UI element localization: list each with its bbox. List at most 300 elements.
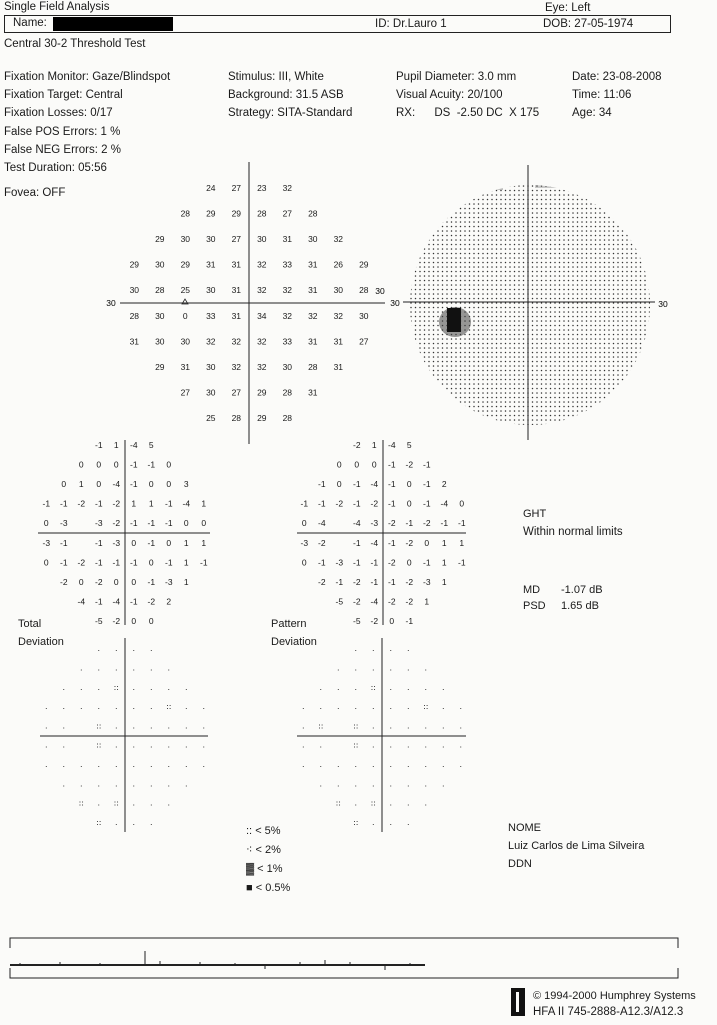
total-value-r4-c6: -1 (147, 518, 156, 529)
total-value-r6-c8: 1 (183, 557, 189, 568)
pattern-symbol-r7-c3: . (372, 779, 375, 789)
total-symbol-r4-c9: . (202, 721, 206, 731)
pattern-value-r6-c7: -1 (423, 557, 431, 568)
total-symbol-r2-c1: . (80, 682, 83, 692)
pattern-value-r2-c4: -1 (388, 479, 396, 489)
name-label: Name: (13, 17, 47, 29)
total-value-r4-c7: -1 (165, 518, 173, 529)
threshold-value-r6-c5: 32 (257, 336, 267, 347)
pattern-value-r4-c9: -1 (458, 518, 466, 529)
pattern-symbol-r6-c5: . (389, 760, 393, 769)
total-value-r5-c8: 1 (183, 537, 189, 548)
threshold-value-r3-c8: 26 (333, 259, 344, 270)
total-value-r3-c7: -1 (165, 498, 173, 509)
total-value-r0-c1: 1 (113, 439, 119, 450)
total-symbol-r2-c3: :: (113, 682, 119, 692)
date-of-birth: DOB: 27-05-1974 (543, 18, 634, 30)
total-value-r1-c1: 0 (96, 459, 102, 470)
total-value-r2-c0: 0 (61, 479, 67, 489)
total-value-r6-c9: -1 (200, 557, 208, 568)
pattern-value-r3-c7: -1 (423, 498, 431, 509)
total-value-r1-c5: 0 (166, 459, 172, 470)
total-symbol-r4-c3: :: (96, 721, 102, 731)
pattern-symbol-r8-c0: :: (335, 798, 341, 808)
pattern-value-r4-c5: -2 (388, 518, 396, 529)
total-symbol-r6-c2: . (80, 760, 83, 769)
model-version: HFA II 745-2888-A12.3/A12.3 (533, 1006, 684, 1018)
total-value-r5-c0: -3 (42, 537, 51, 548)
total-value-r6-c2: -2 (77, 557, 86, 568)
pattern-symbol-r6-c4: . (372, 760, 375, 769)
total-value-r9-c0: -5 (95, 616, 103, 627)
total-symbol-r5-c3: :: (96, 740, 102, 750)
pattern-value-r3-c5: -1 (388, 498, 396, 509)
total-symbol-r4-c8: . (185, 721, 188, 731)
report-title: Single Field Analysis (4, 1, 110, 13)
pattern-symbol-r4-c7: . (424, 721, 428, 731)
total-value-r4-c1: -3 (60, 518, 68, 529)
pattern-value-r4-c7: -2 (423, 518, 431, 529)
total-symbol-r2-c0: . (62, 682, 66, 692)
threshold-value-r1-c3: 28 (257, 208, 267, 219)
pattern-symbol-r5-c4: . (372, 740, 375, 750)
pattern-symbol-r3-c3: . (354, 702, 358, 711)
pattern-symbol-r2-c3: :: (370, 682, 376, 692)
ght-value: Within normal limits (523, 526, 623, 538)
probability-legend (246, 822, 290, 898)
pattern-symbol-r8-c3: . (389, 798, 393, 808)
total-symbol-r6-c1: . (62, 760, 66, 769)
total-value-r3-c5: 1 (131, 498, 137, 509)
legend-05pct-symbol: ■ (246, 882, 253, 894)
pattern-deviation-label-1: Pattern (271, 618, 307, 630)
pattern-value-r1-c5: -1 (423, 459, 431, 470)
total-value-r6-c5: -1 (130, 557, 138, 568)
total-symbol-r0-c2: . (132, 644, 136, 654)
threshold-value-r2-c7: 32 (333, 234, 344, 244)
pattern-symbol-r4-c3: :: (353, 721, 359, 731)
total-symbol-r0-c0: . (97, 644, 101, 654)
pattern-value-r6-c5: -2 (388, 557, 396, 568)
threshold-value-r7-c1: 31 (180, 362, 191, 372)
eye-label: Eye: Left (545, 2, 591, 14)
md-value: -1.07 dB (561, 584, 603, 596)
total-value-r3-c1: -1 (60, 498, 68, 509)
pattern-symbol-r1-c1: . (354, 663, 358, 673)
pattern-symbol-r5-c3: :: (353, 740, 359, 750)
pattern-values-axes (297, 440, 466, 625)
pattern-value-r2-c0: -1 (318, 479, 326, 489)
pattern-value-r7-c7: 1 (441, 577, 447, 587)
threshold-value-r3-c7: 31 (308, 259, 318, 270)
total-symbol-r8-c4: . (150, 798, 153, 808)
total-value-r7-c2: -2 (95, 577, 103, 587)
total-symbol-r1-c0: . (80, 663, 83, 673)
total-symbol-r8-c5: . (167, 798, 171, 808)
total-deviation-label-1: Total (18, 618, 42, 630)
threshold-value-r5-c5: 34 (257, 310, 267, 321)
total-symbol-r7-c6: . (167, 779, 171, 789)
pattern-value-r9-c2: 0 (389, 616, 395, 627)
pattern-value-r4-c4: -3 (370, 518, 379, 529)
threshold-value-r6-c9: 27 (359, 336, 369, 347)
threshold-value-r9-c1: 28 (231, 413, 242, 424)
test-name: Central 30-2 Threshold Test (4, 38, 146, 50)
pattern-value-r1-c3: -1 (388, 459, 396, 470)
threshold-value-r2-c1: 30 (180, 234, 191, 244)
pattern-symbol-r9-c2: . (389, 817, 393, 827)
threshold-value-r2-c4: 30 (257, 234, 267, 244)
pattern-symbol-r2-c5: . (407, 682, 410, 692)
pattern-value-r3-c0: -1 (300, 498, 309, 509)
threshold-value-r4-c2: 25 (180, 285, 191, 296)
total-symbol-r2-c4: . (132, 682, 136, 692)
threshold-value-r0-c3: 32 (282, 182, 293, 193)
pattern-value-r7-c1: -1 (335, 577, 344, 587)
reliability-strip (10, 938, 678, 978)
threshold-value-r9-c0: 25 (206, 413, 216, 424)
pattern-symbol-r4-c1: :: (318, 721, 324, 731)
pattern-value-r2-c1: 0 (336, 479, 342, 489)
threshold-value-r0-c2: 23 (257, 182, 267, 193)
threshold-value-r7-c7: 31 (333, 362, 344, 372)
total-symbol-r7-c7: . (185, 779, 188, 789)
total-value-r3-c8: -4 (182, 498, 191, 509)
total-symbol-r3-c4: . (115, 702, 118, 711)
threshold-value-r3-c1: 30 (155, 259, 165, 270)
pattern-value-r0-c2: -4 (388, 439, 396, 450)
pattern-value-r9-c0: -5 (353, 616, 361, 627)
pattern-symbol-r4-c9: . (459, 721, 463, 731)
total-value-r5-c6: -1 (147, 537, 156, 548)
pattern-symbol-r7-c5: . (407, 779, 410, 789)
threshold-value-r5-c6: 32 (282, 310, 293, 321)
total-symbol-r5-c6: . (150, 740, 153, 750)
legend-1pct: ▓ < 1% (246, 863, 283, 875)
pattern-value-r3-c4: -2 (370, 498, 379, 509)
pattern-symbol-r2-c0: . (319, 682, 323, 692)
pattern-value-r5-c8: 1 (441, 537, 447, 548)
threshold-value-r3-c2: 29 (180, 259, 191, 270)
threshold-value-r7-c0: 29 (155, 362, 165, 372)
total-value-r6-c0: 0 (43, 557, 49, 568)
threshold-value-r3-c3: 31 (206, 259, 216, 270)
total-symbol-r7-c3: . (115, 779, 118, 789)
total-symbol-r9-c0: :: (96, 817, 102, 827)
fixation-losses: Fixation Losses: 0/17 (4, 107, 113, 120)
total-symbol-r9-c2: . (132, 817, 136, 827)
threshold-value-r4-c3: 30 (206, 285, 216, 296)
threshold-value-r1-c1: 29 (206, 208, 216, 219)
pattern-value-r2-c2: -1 (353, 479, 361, 489)
pattern-symbol-r9-c0: :: (353, 817, 359, 827)
threshold-value-r8-c5: 31 (308, 387, 318, 398)
pattern-symbol-r3-c5: . (389, 702, 393, 711)
pattern-symbol-r5-c6: . (407, 740, 410, 750)
threshold-value-r2-c3: 27 (231, 234, 242, 244)
pattern-symbol-r5-c7: . (424, 740, 428, 750)
pattern-value-r5-c9: 1 (459, 537, 465, 548)
total-value-r7-c5: -1 (147, 577, 156, 587)
threshold-value-r3-c6: 33 (282, 259, 293, 270)
total-symbol-r5-c0: . (45, 740, 48, 750)
pattern-value-r4-c8: -1 (440, 518, 449, 529)
threshold-value-r6-c2: 30 (180, 336, 191, 347)
total-symbol-r3-c0: . (45, 702, 48, 711)
pattern-value-r8-c2: -4 (370, 596, 379, 607)
pattern-symbol-r3-c7: :: (423, 702, 429, 711)
threshold-value-r1-c2: 29 (231, 208, 242, 219)
total-value-r4-c0: 0 (43, 518, 49, 529)
legend-1pct-symbol: ▓ (246, 863, 255, 875)
stimulus: Stimulus: III, White (228, 71, 324, 83)
threshold-value-r7-c5: 30 (282, 362, 293, 372)
pattern-value-r5-c7: 0 (424, 537, 430, 548)
pattern-symbol-r6-c9: . (459, 760, 463, 769)
pattern-value-r5-c5: -1 (388, 537, 396, 548)
pattern-value-r1-c1: 0 (354, 459, 360, 470)
nome-label: NOME (508, 822, 541, 834)
total-value-r4-c3: -3 (95, 518, 103, 529)
total-value-r7-c3: 0 (113, 577, 119, 587)
threshold-value-r8-c4: 28 (282, 387, 293, 398)
total-symbol-r3-c1: . (62, 702, 66, 711)
total-symbol-r8-c0: :: (78, 798, 84, 808)
pattern-value-r7-c0: -2 (318, 577, 326, 587)
total-value-r8-c5: 2 (166, 596, 172, 607)
pattern-symbol-r3-c9: . (459, 702, 463, 711)
pattern-symbol-r1-c5: . (424, 663, 428, 673)
legend-5pct: :: < 5% (246, 825, 281, 837)
pattern-value-r6-c2: -3 (335, 557, 344, 568)
threshold-value-r6-c3: 32 (206, 336, 216, 347)
total-value-r8-c4: -2 (147, 596, 156, 607)
total-value-r1-c3: -1 (130, 459, 138, 470)
total-symbol-r7-c0: . (62, 779, 66, 789)
pattern-symbol-r8-c1: . (354, 798, 358, 808)
ddn-label: DDN (508, 858, 532, 870)
total-value-r5-c7: 0 (166, 537, 172, 548)
pattern-value-r6-c9: -1 (458, 557, 466, 568)
threshold-value-r2-c0: 29 (155, 234, 165, 244)
total-symbol-r1-c1: . (97, 663, 101, 673)
psd-value: 1.65 dB (561, 600, 599, 612)
threshold-value-r2-c5: 31 (282, 234, 293, 244)
pattern-value-r8-c3: -2 (388, 596, 396, 607)
total-value-r2-c7: 3 (183, 479, 189, 489)
pattern-symbol-r2-c4: . (389, 682, 393, 692)
total-value-r6-c7: -1 (165, 557, 173, 568)
threshold-value-r3-c0: 29 (129, 259, 140, 270)
pattern-symbol-r4-c8: . (442, 721, 445, 731)
pattern-symbol-r0-c3: . (407, 644, 410, 654)
pattern-value-r7-c5: -2 (405, 577, 414, 587)
total-value-r7-c6: -3 (165, 577, 173, 587)
pattern-value-r3-c6: 0 (406, 498, 412, 509)
fixation-target: Fixation Target: Central (4, 89, 123, 102)
threshold-value-r4-c0: 30 (129, 285, 140, 296)
pattern-symbol-r0-c0: . (354, 644, 358, 654)
total-value-r4-c9: 0 (201, 518, 207, 529)
pattern-symbol-r4-c4: . (372, 721, 375, 731)
threshold-value-r0-c1: 27 (231, 182, 242, 193)
pattern-value-r8-c1: -2 (353, 596, 361, 607)
pattern-symbol-r3-c2: . (337, 702, 340, 711)
total-symbol-r2-c2: . (97, 682, 101, 692)
threshold-value-r8-c0: 27 (180, 387, 191, 398)
pattern-value-r5-c4: -4 (370, 537, 379, 548)
pattern-symbol-r1-c4: . (407, 663, 410, 673)
legend-2pct-symbol: ⁖ (246, 844, 253, 856)
total-symbol-r3-c5: . (132, 702, 136, 711)
total-value-r5-c1: -1 (60, 537, 68, 548)
total-value-r2-c1: 1 (78, 479, 84, 489)
total-value-r7-c0: -2 (60, 577, 68, 587)
threshold-value-r6-c7: 31 (308, 336, 318, 347)
total-symbol-r4-c5: . (132, 721, 136, 731)
threshold-axis-left: 30 (106, 298, 116, 308)
test-duration: Test Duration: 05:56 (4, 162, 107, 175)
pattern-symbol-r6-c8: . (442, 760, 445, 769)
pattern-value-r4-c6: -1 (405, 518, 414, 529)
pattern-symbol-r7-c4: . (389, 779, 393, 789)
copyright: © 1994-2000 Humphrey Systems (533, 990, 696, 1002)
threshold-value-r4-c4: 31 (231, 285, 242, 296)
threshold-value-r2-c2: 30 (206, 234, 216, 244)
total-value-r5-c5: 0 (131, 537, 137, 548)
total-symbol-r3-c6: . (150, 702, 153, 711)
total-value-r2-c2: 0 (96, 479, 102, 489)
total-value-r5-c3: -1 (95, 537, 103, 548)
total-value-r4-c8: 0 (183, 518, 189, 529)
total-symbol-r2-c7: . (185, 682, 188, 692)
humphrey-logo-icon (511, 988, 525, 1016)
pattern-symbol-r5-c1: . (319, 740, 323, 750)
total-symbol-r4-c1: . (62, 721, 66, 731)
pattern-value-r5-c0: -3 (300, 537, 309, 548)
total-symbol-r3-c9: . (202, 702, 206, 711)
total-symbol-r3-c8: . (185, 702, 188, 711)
threshold-value-r6-c0: 31 (129, 336, 140, 347)
total-value-r3-c2: -2 (77, 498, 86, 509)
total-symbol-r8-c3: . (132, 798, 136, 808)
total-value-r6-c6: 0 (148, 557, 154, 568)
total-value-r0-c3: 5 (148, 439, 154, 450)
total-symbol-r5-c8: . (185, 740, 188, 750)
total-symbol-r6-c4: . (115, 760, 118, 769)
pattern-symbol-r6-c6: . (407, 760, 410, 769)
pattern-symbol-r0-c2: . (389, 644, 393, 654)
total-symbol-r6-c5: . (132, 760, 136, 769)
pattern-symbol-r5-c9: . (459, 740, 463, 750)
pattern-value-r9-c3: -1 (405, 616, 414, 627)
total-value-r8-c1: -1 (95, 596, 103, 607)
threshold-value-r8-c1: 30 (206, 387, 216, 398)
pattern-value-r8-c5: 1 (424, 596, 430, 607)
threshold-value-r4-c5: 32 (257, 285, 267, 296)
threshold-value-r7-c4: 32 (257, 362, 267, 372)
threshold-value-r7-c2: 30 (206, 362, 216, 372)
grayscale-axis-right: 30 (658, 299, 668, 309)
pattern-value-r6-c3: -1 (353, 557, 361, 568)
pattern-symbol-r3-c8: . (442, 702, 445, 711)
total-value-r3-c6: 1 (148, 498, 154, 509)
pattern-value-r1-c4: -2 (405, 459, 414, 470)
pattern-symbol-r0-c1: . (372, 644, 375, 654)
total-value-r3-c3: -1 (95, 498, 103, 509)
threshold-value-r5-c4: 31 (231, 310, 242, 321)
threshold-value-r4-c1: 28 (155, 285, 165, 296)
threshold-value-r4-c7: 31 (308, 285, 318, 296)
threshold-value-r7-c3: 32 (231, 362, 242, 372)
total-symbol-r1-c4: . (150, 663, 153, 673)
total-symbol-r1-c3: . (132, 663, 136, 673)
total-symbol-r7-c4: . (132, 779, 136, 789)
pattern-symbol-r2-c6: . (424, 682, 428, 692)
total-symbol-r4-c7: . (167, 721, 171, 731)
total-value-r8-c0: -4 (77, 596, 86, 607)
pattern-value-r5-c6: -2 (405, 537, 414, 548)
total-value-r1-c0: 0 (78, 459, 84, 470)
total-value-r7-c4: 0 (131, 577, 137, 587)
total-symbol-r7-c1: . (80, 779, 83, 789)
pattern-value-r8-c0: -5 (335, 596, 344, 607)
pattern-value-r1-c0: 0 (336, 459, 342, 470)
total-symbol-r0-c1: . (115, 644, 118, 654)
threshold-value-r6-c6: 33 (282, 336, 293, 347)
pattern-value-r5-c3: -1 (353, 537, 361, 548)
pattern-value-r6-c1: -1 (318, 557, 326, 568)
md-label: MD (523, 584, 541, 596)
ght-label: GHT (523, 508, 547, 520)
pupil-diameter: Pupil Diameter: 3.0 mm (396, 71, 517, 83)
pattern-value-r0-c1: 1 (371, 439, 377, 450)
total-symbol-r1-c2: . (115, 663, 118, 673)
pattern-symbol-r3-c4: . (372, 702, 375, 711)
psd-label: PSD (523, 600, 546, 612)
threshold-axes (120, 162, 385, 444)
total-symbol-r3-c2: . (80, 702, 83, 711)
patient-id: ID: Dr.Lauro 1 (375, 18, 447, 30)
threshold-value-r4-c9: 28 (359, 285, 369, 296)
pattern-symbol-r1-c0: . (337, 663, 340, 673)
total-values-axes (38, 440, 210, 625)
total-deviation-label-2: Deviation (18, 636, 64, 648)
total-value-r3-c9: 1 (201, 498, 207, 509)
threshold-value-r1-c0: 28 (180, 208, 191, 219)
pattern-value-r2-c6: -1 (423, 479, 431, 489)
threshold-value-r5-c1: 30 (155, 310, 165, 321)
total-value-r1-c2: 0 (113, 459, 119, 470)
strategy: Strategy: SITA-Standard (228, 107, 353, 120)
pattern-value-r2-c7: 2 (441, 479, 447, 489)
threshold-value-r1-c5: 28 (308, 208, 318, 219)
pattern-value-r4-c0: 0 (301, 518, 307, 529)
total-symbol-r7-c5: . (150, 779, 153, 789)
visual-acuity: Visual Acuity: 20/100 (396, 89, 503, 102)
total-symbol-r6-c0: . (45, 760, 48, 769)
pattern-symbol-r8-c2: :: (370, 798, 376, 808)
pattern-value-r0-c3: 5 (406, 439, 412, 450)
patient-age: Age: 34 (572, 107, 612, 120)
pattern-value-r3-c8: -4 (440, 498, 449, 509)
threshold-value-r5-c7: 32 (308, 310, 318, 321)
pattern-symbol-r6-c1: . (319, 760, 323, 769)
threshold-value-r4-c6: 32 (282, 285, 293, 296)
pattern-value-r6-c6: 0 (406, 557, 412, 568)
pattern-value-r7-c2: -2 (353, 577, 361, 587)
pattern-value-r3-c1: -1 (318, 498, 326, 509)
